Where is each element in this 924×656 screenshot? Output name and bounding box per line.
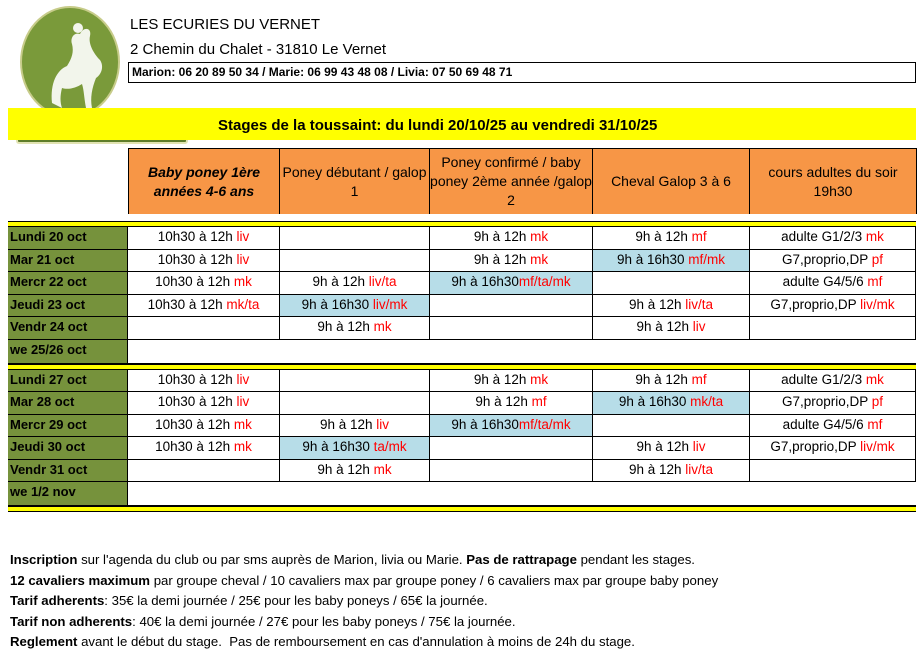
week-separator — [8, 506, 916, 512]
cell-instructors: mk — [865, 229, 884, 245]
day-label: Lundi 27 oct — [8, 370, 128, 392]
footer-line — [10, 571, 718, 592]
cell-instructors: mk — [530, 229, 549, 245]
stage-title: Stages de la toussaint: du lundi 20/10/25 au vendredi 31/10/25 — [218, 117, 658, 134]
day-label: Mar 21 oct — [8, 250, 128, 272]
cell-time: 9h à 16h30 — [301, 296, 373, 312]
table-row — [8, 317, 916, 340]
contact-phones: Marion: 06 20 89 50 34 / Marie: 06 99 43 48 08 / Livia: 07 50 69 48 71 — [128, 62, 916, 83]
club-address: 2 Chemin du Chalet - 31810 Le Vernet — [130, 41, 387, 58]
table-row — [8, 415, 916, 438]
cell-time: 9h à 12h — [473, 229, 531, 245]
cell-time: 10h30 à 12h — [155, 274, 234, 290]
schedule-cell — [430, 272, 593, 294]
footer-bold: Tarif non adherents — [10, 613, 133, 629]
cell-time: 9h à 12h — [317, 461, 374, 477]
weekend-row — [8, 340, 916, 364]
schedule-cell — [593, 460, 750, 482]
cell-time: 10h30 à 12h — [157, 229, 237, 245]
cell-instructors: mk — [530, 371, 549, 387]
schedule-cell — [750, 370, 916, 392]
cell-instructors: ta/mk — [373, 439, 407, 455]
schedule-cell — [750, 317, 916, 339]
cell-time: 10h30 à 12h — [157, 394, 237, 410]
footer-line — [10, 632, 718, 653]
schedule-cell — [280, 272, 430, 294]
cell-instructors: mk — [233, 439, 252, 455]
schedule-cell — [430, 437, 593, 459]
cell-instructors: mk — [530, 251, 549, 267]
footer-text-2: pendant les stages. — [576, 552, 695, 567]
cell-time: 9h à 16h30 — [616, 251, 689, 267]
schedule-cell — [280, 392, 430, 414]
cell-instructors: mf — [867, 416, 883, 432]
schedule-cell — [750, 415, 916, 437]
schedule-cell — [128, 437, 280, 459]
schedule-cell — [593, 295, 750, 317]
cell-instructors: liv/mk — [372, 296, 408, 312]
footer-line — [10, 591, 718, 612]
cell-instructors: pf — [871, 251, 884, 267]
schedule-cell — [128, 317, 280, 339]
column-header-adultes: cours adultes du soir 19h30 — [750, 148, 917, 214]
cell-instructors: mf/ta/mk — [518, 416, 571, 432]
schedule-cell — [430, 392, 593, 414]
schedule-cell — [430, 227, 593, 249]
day-label: Mar 28 oct — [8, 392, 128, 414]
schedule-cell — [593, 437, 750, 459]
cell-instructors: liv — [692, 439, 706, 455]
column-header-poney-confirme: Poney confirmé / baby poney 2ème année /galop 2 — [430, 148, 593, 214]
cell-instructors: liv — [236, 229, 250, 245]
cell-time: 9h à 12h — [319, 416, 377, 432]
cell-instructors: mk — [373, 319, 392, 335]
schedule-cell — [280, 437, 430, 459]
footer-bold: 12 cavaliers maximum — [10, 572, 151, 588]
cell-time: 10h30 à 12h — [147, 296, 227, 312]
footer-text: : 40€ la demi journée / 27€ pour les baby poneys / 75€ la journée. — [132, 613, 516, 629]
table-row — [8, 272, 916, 295]
schedule-cell — [593, 272, 750, 294]
footer-bold-2: Pas de rattrapage — [466, 552, 577, 567]
cell-time: adulte G1/2/3 — [781, 371, 866, 387]
schedule-cell — [280, 415, 430, 437]
footer-text: avant le début du stage. Pas de remboursement en cas d'annulation à moins de 24h du stage. — [77, 634, 635, 649]
cell-time: 9h à 12h — [312, 274, 369, 290]
table-row — [8, 295, 916, 318]
schedule-cell — [430, 250, 593, 272]
column-header-poney-debutant: Poney débutant / galop 1 — [280, 148, 430, 214]
cell-instructors: mf — [867, 274, 883, 290]
cell-instructors: mk — [233, 274, 252, 290]
schedule-cell — [430, 370, 593, 392]
schedule-cell — [593, 370, 750, 392]
schedule-cell — [128, 460, 280, 482]
schedule-cell — [430, 415, 593, 437]
day-label: Jeudi 30 oct — [8, 437, 128, 459]
schedule-cell — [750, 295, 916, 317]
cell-time: 9h à 12h — [473, 371, 531, 387]
weekend-label: we 1/2 nov — [8, 482, 128, 505]
table-row — [8, 227, 916, 250]
footer-line — [10, 612, 718, 633]
cell-time: G7,proprio,DP — [781, 394, 872, 410]
schedule-cell — [750, 460, 916, 482]
schedule-cell — [593, 317, 750, 339]
cell-instructors: mk — [373, 461, 392, 477]
schedule-cell — [430, 295, 593, 317]
schedule-cell — [280, 460, 430, 482]
cell-instructors: liv — [692, 319, 706, 335]
cell-time: 10h30 à 12h — [155, 416, 234, 432]
weekend-label: we 25/26 oct — [8, 340, 128, 363]
cell-instructors: liv/ta — [685, 296, 714, 312]
club-name: LES ECURIES DU VERNET — [130, 16, 321, 33]
day-label: Mercr 22 oct — [8, 272, 128, 294]
schedule-cell — [593, 227, 750, 249]
day-label: Vendr 24 oct — [8, 317, 128, 339]
table-row — [8, 460, 916, 483]
day-label: Mercr 29 oct — [8, 415, 128, 437]
logo-rider-emblem — [20, 6, 120, 118]
cell-instructors: mk — [865, 371, 884, 387]
cell-instructors: liv/ta — [685, 461, 714, 477]
footer-bold: Reglement — [10, 634, 78, 649]
schedule-cell — [128, 227, 280, 249]
cell-instructors: mf — [531, 394, 547, 410]
cell-time: 9h à 12h — [636, 319, 693, 335]
column-header-cheval: Cheval Galop 3 à 6 — [593, 148, 750, 214]
footer-text: : 35€ la demi journée / 25€ pour les baby poneys / 65€ la journée. — [104, 593, 488, 608]
cell-time: G7,proprio,DP — [781, 251, 872, 267]
column-header-baby-poney: Baby poney 1ère années 4-6 ans — [128, 148, 280, 214]
footer-bold: Inscription — [10, 552, 78, 567]
table-row — [8, 437, 916, 460]
table-row — [8, 370, 916, 393]
day-label: Lundi 20 oct — [8, 227, 128, 249]
table-row — [8, 250, 916, 273]
cell-time: 10h30 à 12h — [155, 439, 234, 455]
schedule-cell — [750, 272, 916, 294]
cell-time: 9h à 12h — [475, 394, 532, 410]
cell-instructors: liv — [236, 394, 250, 410]
schedule-cell — [280, 317, 430, 339]
cell-instructors: liv/mk — [860, 296, 895, 312]
cell-instructors: mk/ta — [690, 394, 724, 410]
cell-time: 9h à 12h — [473, 251, 531, 267]
day-label: Vendr 31 oct — [8, 460, 128, 482]
cell-instructors: mf — [691, 229, 707, 245]
cell-time: 9h à 16h30 — [451, 416, 519, 432]
footer-bold: Tarif adherents — [10, 593, 105, 608]
cell-time: 9h à 12h — [636, 439, 693, 455]
schedule-cell — [280, 295, 430, 317]
table-row — [8, 392, 916, 415]
schedule-table — [8, 221, 916, 512]
cell-time: 9h à 16h30 — [451, 274, 519, 290]
schedule-cell — [750, 392, 916, 414]
schedule-cell — [280, 250, 430, 272]
schedule-cell — [128, 272, 280, 294]
cell-instructors: liv — [376, 416, 390, 432]
cell-instructors: mf/ta/mk — [518, 274, 571, 290]
cell-time: 10h30 à 12h — [157, 371, 237, 387]
schedule-cell — [280, 227, 430, 249]
schedule-cell — [750, 437, 916, 459]
schedule-cell — [593, 392, 750, 414]
cell-time: adulte G4/5/6 — [782, 416, 868, 432]
footer-text: par groupe cheval / 10 cavaliers max par groupe poney / 6 cavaliers max par groupe baby poney — [150, 572, 719, 588]
weekend-row — [8, 482, 916, 506]
cell-instructors: liv/mk — [860, 439, 895, 455]
cell-time: 9h à 12h — [628, 296, 686, 312]
cell-time: adulte G1/2/3 — [781, 229, 866, 245]
schedule-cell — [593, 415, 750, 437]
schedule-cell — [128, 370, 280, 392]
cell-time: 9h à 16h30 — [618, 394, 691, 410]
cell-instructors: mf/mk — [688, 251, 726, 267]
cell-time: 10h30 à 12h — [157, 251, 237, 267]
cell-time: G7,proprio,DP — [770, 439, 861, 455]
footer-line — [10, 550, 718, 571]
title-banner — [8, 108, 916, 140]
cell-instructors: liv — [236, 371, 250, 387]
schedule-cell — [750, 227, 916, 249]
footer-text: sur l'agenda du club ou par sms auprès de Marion, livia ou Marie. — [77, 552, 467, 567]
schedule-cell — [750, 250, 916, 272]
day-label: Jeudi 23 oct — [8, 295, 128, 317]
schedule-cell — [128, 295, 280, 317]
cell-instructors: mf — [691, 371, 707, 387]
cell-instructors: liv/ta — [368, 274, 397, 290]
schedule-cell — [128, 392, 280, 414]
cell-instructors: mk — [233, 416, 252, 432]
schedule-cell — [128, 250, 280, 272]
cell-time: 9h à 12h — [635, 371, 692, 387]
cell-time: 9h à 12h — [635, 229, 692, 245]
cell-time: 9h à 12h — [628, 461, 686, 477]
cell-instructors: mk/ta — [226, 296, 260, 312]
footer-notes — [10, 550, 718, 653]
cell-time: 9h à 16h30 — [302, 439, 374, 455]
schedule-cell — [280, 370, 430, 392]
cell-time: G7,proprio,DP — [770, 296, 861, 312]
cell-instructors: pf — [871, 394, 884, 410]
cell-time: 9h à 12h — [317, 319, 374, 335]
schedule-cell — [593, 250, 750, 272]
schedule-cell — [128, 415, 280, 437]
cell-instructors: liv — [236, 251, 250, 267]
schedule-cell — [430, 460, 593, 482]
horse-rider-icon — [22, 8, 120, 118]
schedule-cell — [430, 317, 593, 339]
cell-time: adulte G4/5/6 — [782, 274, 868, 290]
